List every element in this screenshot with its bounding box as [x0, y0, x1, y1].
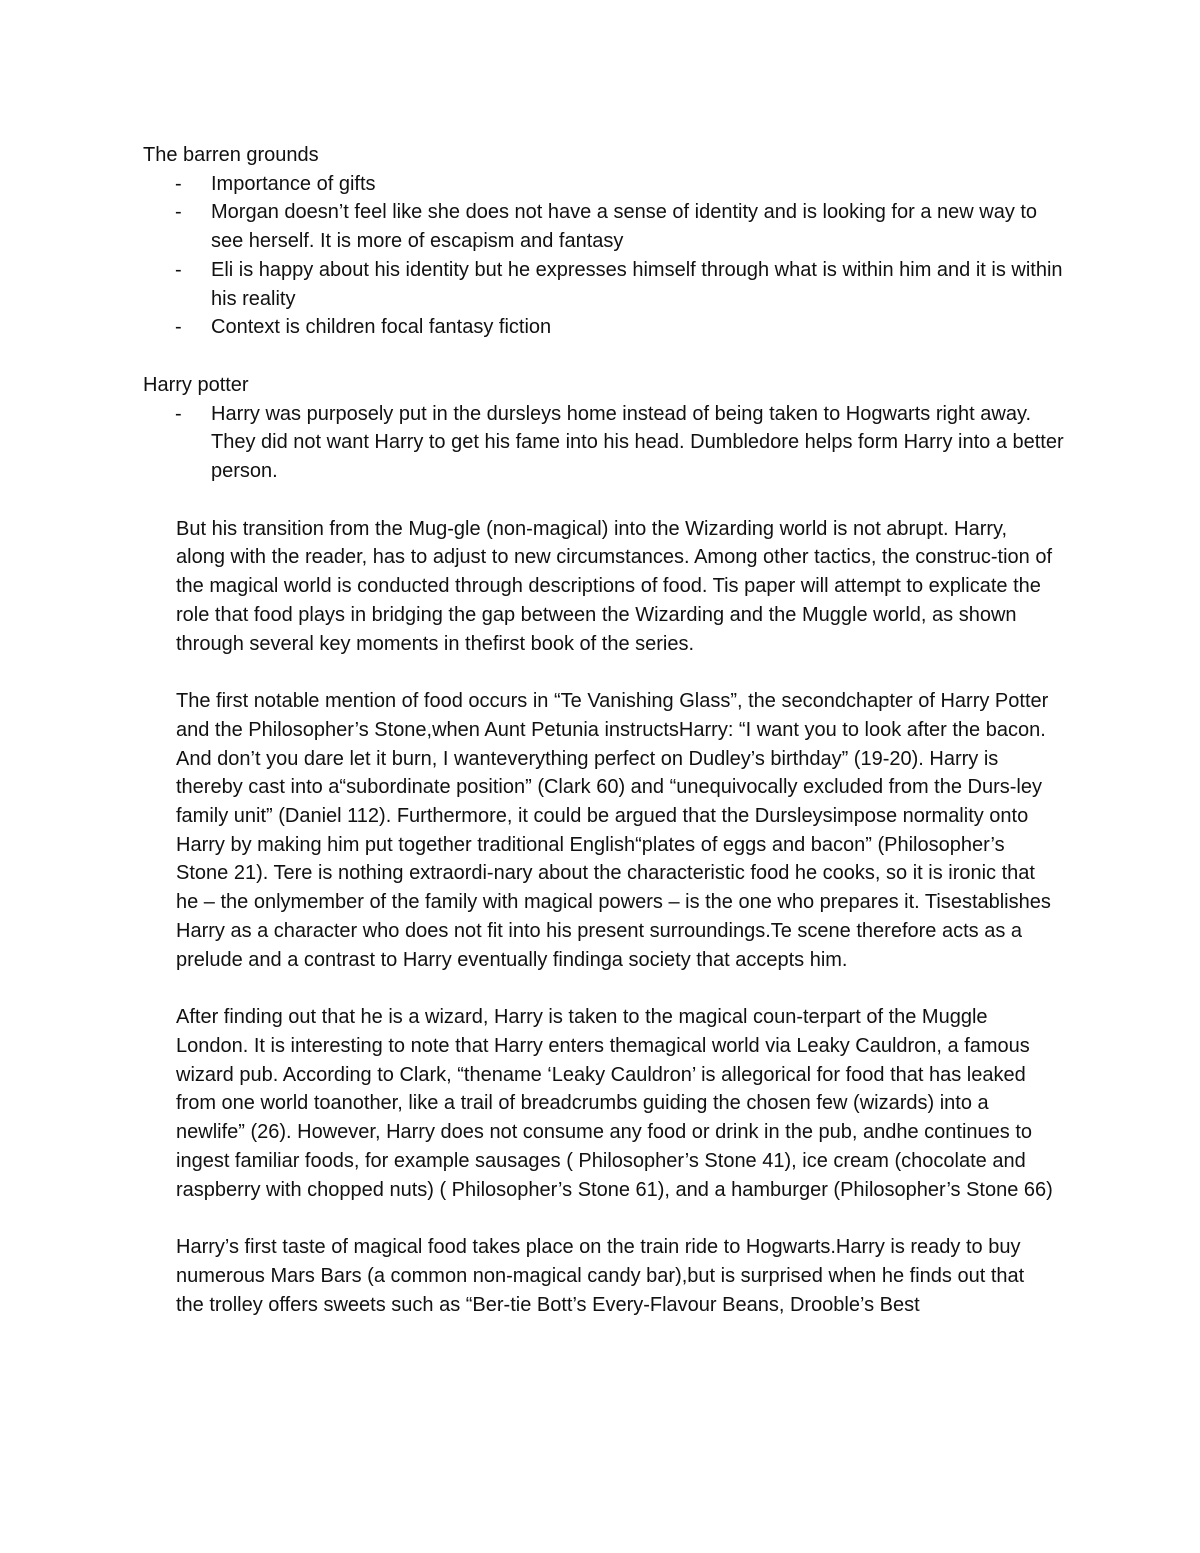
bullet-text: Context is children focal fantasy fiction	[211, 316, 552, 339]
body-paragraph: After finding out that he is a wizard, Harry is taken to the magical coun-terpart of the Muggle London. It is interesting to note that Harry enters themagical world via Leaky Cauldron, a famous wizard pub. According to Clark, “thename ‘Leaky Cauldron’ is allegorical for food that has leaked from one world toanother, like a trail of breadcrumbs guiding the chosen few (wizards) into a newlife” (26). However, Harry does not consume any food or drink in the pub, andhe continues to ingest familiar foods, for example sausages ( Philosopher’s Stone 41), ice cream (chocolate and raspberry with chopped nuts) ( Philosopher’s Stone 61), and a hamburger (Philosopher’s Stone 66)	[176, 1006, 1053, 1201]
document-body	[143, 141, 1083, 1348]
bullet-item	[143, 313, 1065, 342]
section-spacer	[143, 486, 1083, 515]
bullet-list	[143, 170, 1083, 342]
bullet-item	[143, 198, 1065, 255]
bullet-list	[143, 400, 1083, 486]
bullet-marker: -	[175, 402, 182, 425]
bullet-text: Importance of gifts	[211, 172, 376, 195]
body-paragraph: Harry’s first taste of magical food takes place on the train ride to Hogwarts.Harry is ready to buy numerous Mars Bars (a common non-magical candy bar),but is surprised when he finds out that the trolley offers sweets such as “Ber-tie Bott’s Every-Flavour Beans, Drooble’s Best	[176, 1236, 1025, 1316]
bullet-marker: -	[175, 172, 182, 195]
bullet-text: Harry was purposely put in the dursleys home instead of being taken to Hogwarts right away. They did not want Harry to get his fame into his head. Dumbledore helps form Harry into a better person.	[211, 402, 1064, 483]
bullet-item	[143, 400, 1065, 486]
bullet-marker: -	[175, 201, 182, 224]
section-heading: Harry potter	[143, 373, 249, 396]
section-heading: The barren grounds	[143, 144, 319, 166]
bullet-marker: -	[175, 258, 182, 281]
bullet-item	[143, 256, 1065, 313]
section-barren-grounds	[143, 141, 1083, 342]
bullet-text: Eli is happy about his identity but he expresses himself through what is within him and it is within his reality	[211, 258, 1063, 310]
body-paragraph: But his transition from the Mug-gle (non-magical) into the Wizarding world is not abrupt. Harry, along with the reader, has to adjust to new circumstances. Among other tactics, the construc-tion of the magical world is conducted through descriptions of food. Tis paper will attempt to explicate the role that food plays in bridging the gap between the Wizarding and the Muggle world, as shown through several key moments in thefirst book of the series.	[176, 517, 1053, 655]
bullet-marker: -	[175, 316, 182, 339]
section-harry-potter	[143, 371, 1083, 486]
body-paragraph: The first notable mention of food occurs in “Te Vanishing Glass”, the secondchapter of Harry Potter and the Philosopher’s Stone,when Aunt Petunia instructsHarry: “I want you to look after the bacon. And don’t you dare let it burn, I wanteverything perfect on Dudley’s birthday” (19-20). Harry is thereby cast into a“subordinate position” (Clark 60) and “unequivocally excluded from the Durs-ley family unit” (Daniel 112). Furthermore, it could be argued that the Dursleysimpose normality onto Harry by making him put together traditional English“plates of eggs and bacon” (Philosopher’s Stone 21). Tere is nothing extraordi-nary about the characteristic food he cooks, so it is ironic that he – the onlymember of the family with magical powers – is the one who prepares it. Tisestablishes Harry as a character who does not fit into his present surroundings.Te scene therefore acts as a prelude and a contrast to Harry eventually findinga society that accepts him.	[176, 690, 1051, 971]
section-spacer	[143, 342, 1083, 371]
bullet-text: Morgan doesn’t feel like she does not have a sense of identity and is looking for a new way to see herself. It is more of escapism and fantasy	[211, 201, 1038, 253]
bullet-item	[143, 170, 1065, 199]
